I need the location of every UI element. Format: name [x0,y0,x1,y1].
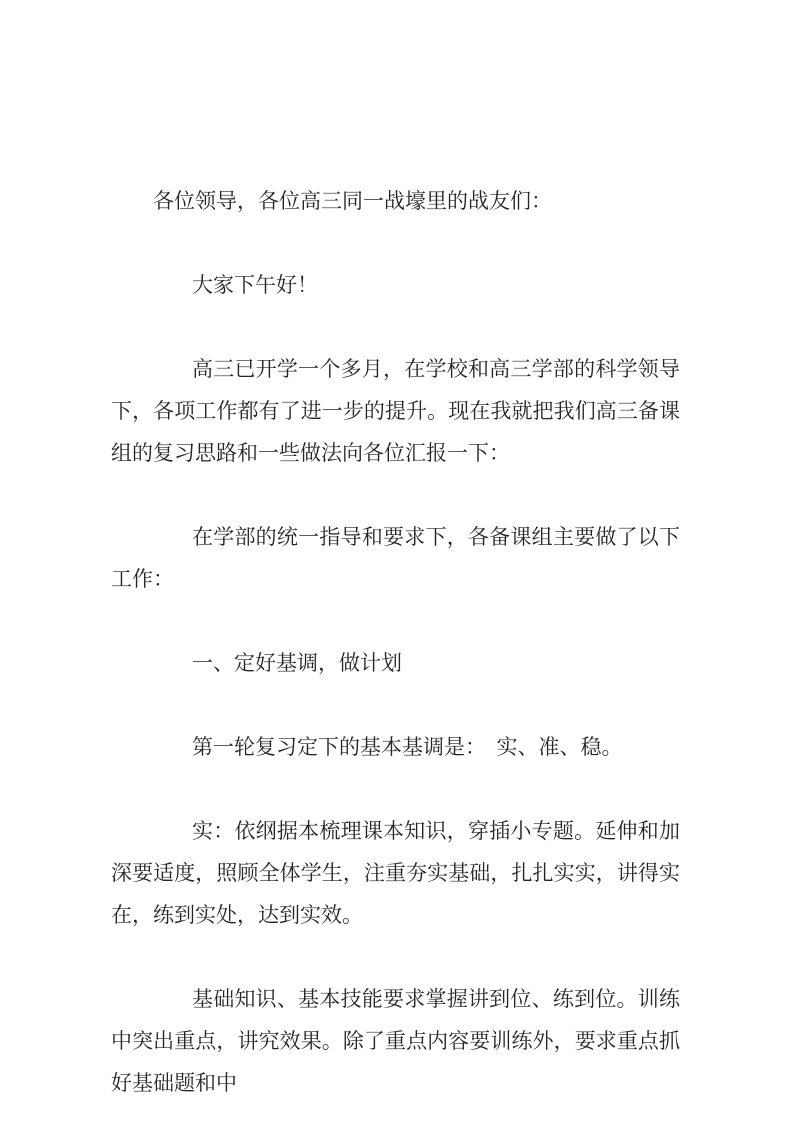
paragraph-keynote: 第一轮复习定下的基本基调是： 实、准、稳。 [192,735,623,759]
paragraph-section-heading: 一、定好基调，做计划 [192,651,402,675]
paragraph-greeting: 大家下午好！ [192,273,318,297]
paragraph-intro: 高三已开学一个多月，在学校和高三学部的科学领导下，各项工作都有了进一步的提升。现在我就把我们高三备课组的复习思路和一些做法向各位汇报一下： [111,357,680,465]
paragraph-overview: 在学部的统一指导和要求下，各备课组主要做了以下工作： [111,525,680,591]
paragraph-shi-detail: 实：依纲据本梳理课本知识，穿插小专题。延伸和加深要适度，照顾全体学生，注重夯实基础，扎扎实实，讲得实在，练到实处，达到实效。 [111,819,680,927]
document-body [111,180,680,1122]
paragraph-basics-detail: 基础知识、基本技能要求掌握讲到位、练到位。训练中突出重点，讲究效果。除了重点内容要训练外，要求重点抓好基础题和中 [111,987,680,1095]
paragraph-salutation: 各位领导，各位高三同一战壕里的战友们： [153,189,552,213]
